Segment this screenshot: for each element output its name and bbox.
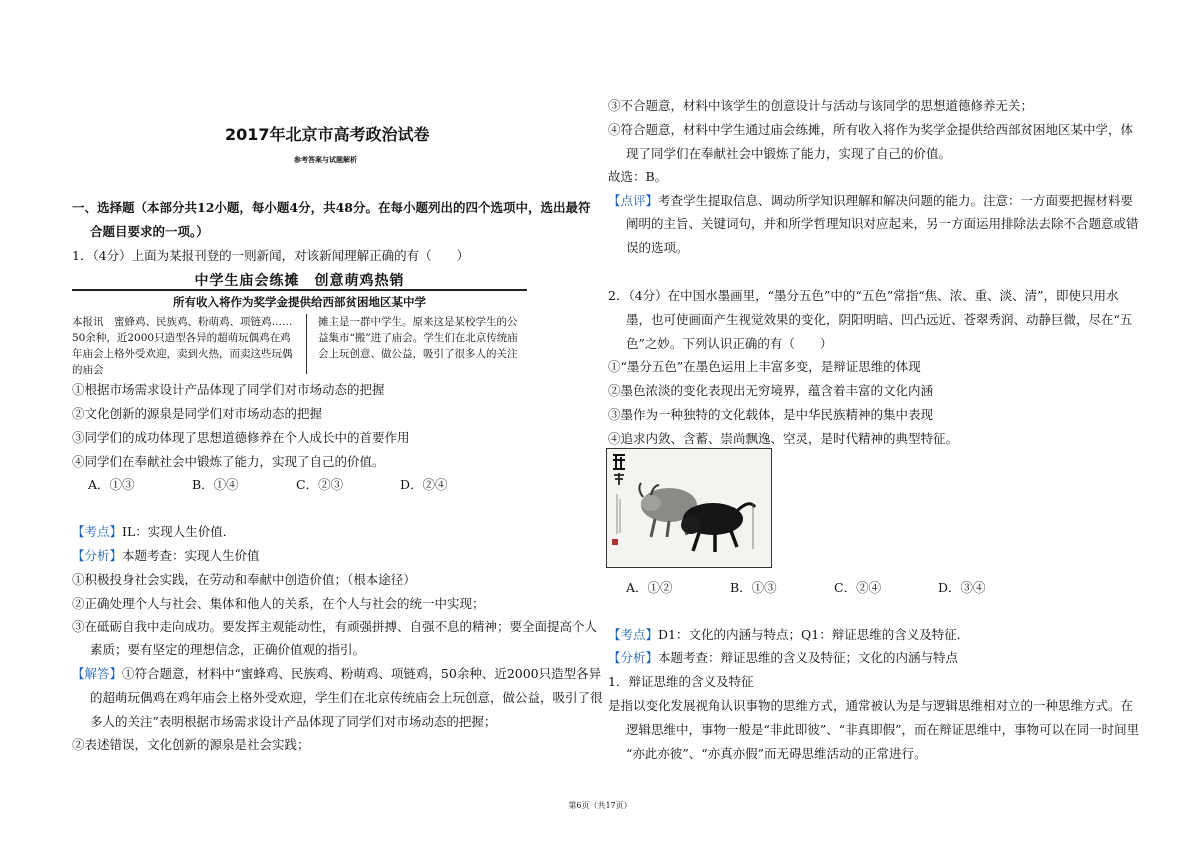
fenxi-tag: 【分析】 [72,548,123,563]
jieda-line-6: ④符合题意，材料中学生通过庙会练摊，所有收入将作为奖学金提供给西部贫困地区某中学，体 [608,122,1134,137]
q2-kaodian [608,625,969,643]
q1-option-a: A．①③ [88,477,135,492]
q2-item-1: ①“墨分五色”在墨色运用上丰富多变，是辩证思维的体现 [608,359,921,374]
page-footer: 第6页（共17页） [568,801,632,810]
headline-rule [72,289,527,291]
q2-option-d: D．③④ [938,580,986,595]
news-column-1: 本报讯 蜜蜂鸡、民族鸡、粉萌鸡、项链鸡……50余种，近2000只造型各异的超萌玩偶鸡在鸡年庙会上格外受欢迎，卖到火热，而卖这些玩偶的庙会 [72,316,293,376]
q1-analysis-2: ②正确处理个人与社会、集体和他人的关系，在个人与社会的统一中实现； [72,596,485,611]
jieda-line-1: ①符合题意，材料中“蜜蜂鸡、民族鸡、粉萌鸡、项链鸡，50余种、近2000只造型各异 [122,666,602,681]
column-divider [306,314,307,374]
q2-option-c: C．②④ [834,580,882,595]
q1-item-2: ②文化创新的源泉是同学们对市场动态的把握 [72,406,323,421]
q1-analysis-3: ③在砥砺自我中走向成功。要发挥主观能动性，有顽强拼搏、自强不息的精神；要全面提高个人 [72,619,598,634]
q1-item-4: ④同学们在奉献社会中锻炼了能力，实现了自己的价值。 [72,454,385,469]
q2-item-3: ③墨作为一种独特的文化载体，是中华民族精神的集中表现 [608,407,934,422]
q2-analysis-1: 1．辩证思维的含义及特征 [608,674,754,689]
q2-stem-2: 墨，也可使画面产生视觉效果的变化，阴阳明暗、凹凸远近、苍翠秀润、动静巨微，尽在“五 [626,312,1133,327]
q1-option-b: B．①④ [192,477,239,492]
q2-analysis-2: 是指以变化发展视角认识事物的思维方式，通常被认为是与逻辑思维相对立的一种思维方式。在 [608,698,1134,713]
q2-options [626,578,1042,596]
q1-fenxi [72,546,260,564]
jieda-line-3: 多人的关注”表明根据市场需求设计产品体现了同学们对市场动态的把握； [90,714,497,729]
q2-option-b: B．①③ [730,580,777,595]
q1-dianping [608,191,1133,209]
q2-option-a: A．①② [626,580,673,595]
q1-item-3: ③同学们的成功体现了思想道德修养在个人成长中的首要作用 [72,430,410,445]
fenxi-text: 本题考查：实现人生价值 [122,548,260,563]
page-title: 2017年北京市高考政治试卷 [225,125,430,144]
news-column-2: 摊主是一群中学生。原来这是某校学生的公益集市“搬”进了庙会。学生们在北京传统庙会上玩创意、做公益，吸引了很多人的关注 [318,316,518,360]
q2-fenxi [608,648,958,666]
q1-option-c: C．②③ [296,477,344,492]
question-1-stem: 1．（4分）上面为某报刊登的一则新闻，对该新闻理解正确的有（ ） [72,248,470,263]
section-heading-line2: 合题目要求的一项。） [90,224,209,239]
jieda-line-5: ③不合题意，材料中该学生的创意设计与活动与该同学的思想道德修养无关； [608,98,1034,113]
q1-options [88,475,504,493]
q2-stem-1: 2．（4分）在中国水墨画里，“墨分五色”中的“五色”常指“焦、浓、重、淡、清”，即使只用水 [608,288,1119,303]
kaodian-text: IL：实现人生价值． [122,524,236,539]
news-headline: 中学生庙会练摊 创意萌鸡热销 [194,273,405,289]
q2-kaodian-text: D1：文化的内涵与特点；Q1：辩证思维的含义及特征． [658,627,970,642]
jieda-line-7: 现了同学们在奉献社会中锻炼了能力，实现了自己的价值。 [626,146,952,161]
q2-analysis-3: 逻辑思维中，事物一般是“非此即彼”、“非真即假”，而在辩证思维中，事物可以在同一时间里 [626,722,1140,737]
ink-painting-svg [607,449,771,567]
q1-jieda [72,664,601,682]
ink-painting-image [606,448,772,568]
q1-kaodian [72,522,235,540]
jieda-line-8: 故选：B。 [608,169,668,184]
q2-kaodian-tag: 【考点】 [608,627,659,642]
jieda-line-2: 的超萌玩偶鸡在鸡年庙会上格外受欢迎，学生们在北京传统庙会上玩创意，做公益，吸引了很 [90,690,603,705]
q2-item-2: ②墨色浓淡的变化表现出无穷境界，蕴含着丰富的文化内涵 [608,383,934,398]
section-heading-line1: 一、选择题（本部分共12小题，每小题4分，共48分。在每小题列出的四个选项中，选出最符 [72,200,591,215]
dianping-line-3: 误的选项。 [626,240,689,255]
news-subhead: 所有收入将作为奖学金提供给西部贫困地区某中学 [173,295,426,309]
kaodian-tag: 【考点】 [72,524,123,539]
q1-analysis-4: 素质；要有坚定的理想信念，正确价值观的指引。 [90,642,366,657]
q2-fenxi-text: 本题考查：辩证思维的含义及特征；文化的内涵与特点 [658,650,959,665]
dianping-tag: 【点评】 [608,193,659,208]
q1-analysis-1: ①积极投身社会实践，在劳动和奉献中创造价值；（根本途径） [72,572,416,587]
q2-analysis-4: “亦此亦彼”、“亦真亦假”而无碍思维活动的正常进行。 [626,746,927,761]
q2-item-4: ④追求内敛、含蓄、崇尚飘逸、空灵，是时代精神的典型特征。 [608,431,959,446]
q2-stem-3: 色”之妙。下列认识正确的有（ ） [626,336,833,351]
q1-option-d: D．②④ [400,477,448,492]
page-subtitle: 参考答案与试题解析 [294,155,357,164]
news-clipping [72,270,527,378]
dianping-line-1: 考查学生提取信息、调动所学知识理解和解决问题的能力。注意：一方面要把握材料要 [658,193,1134,208]
q1-item-1: ①根据市场需求设计产品体现了同学们对市场动态的把握 [72,382,385,397]
q2-fenxi-tag: 【分析】 [608,650,659,665]
jieda-tag: 【解答】 [72,666,123,681]
dianping-line-2: 阐明的主旨、关键词句，并和所学哲理知识对应起来，另一方面运用排除法去除不合题意或错 [626,216,1139,231]
jieda-line-4: ②表述错误，文化创新的源泉是社会实践； [72,737,310,752]
